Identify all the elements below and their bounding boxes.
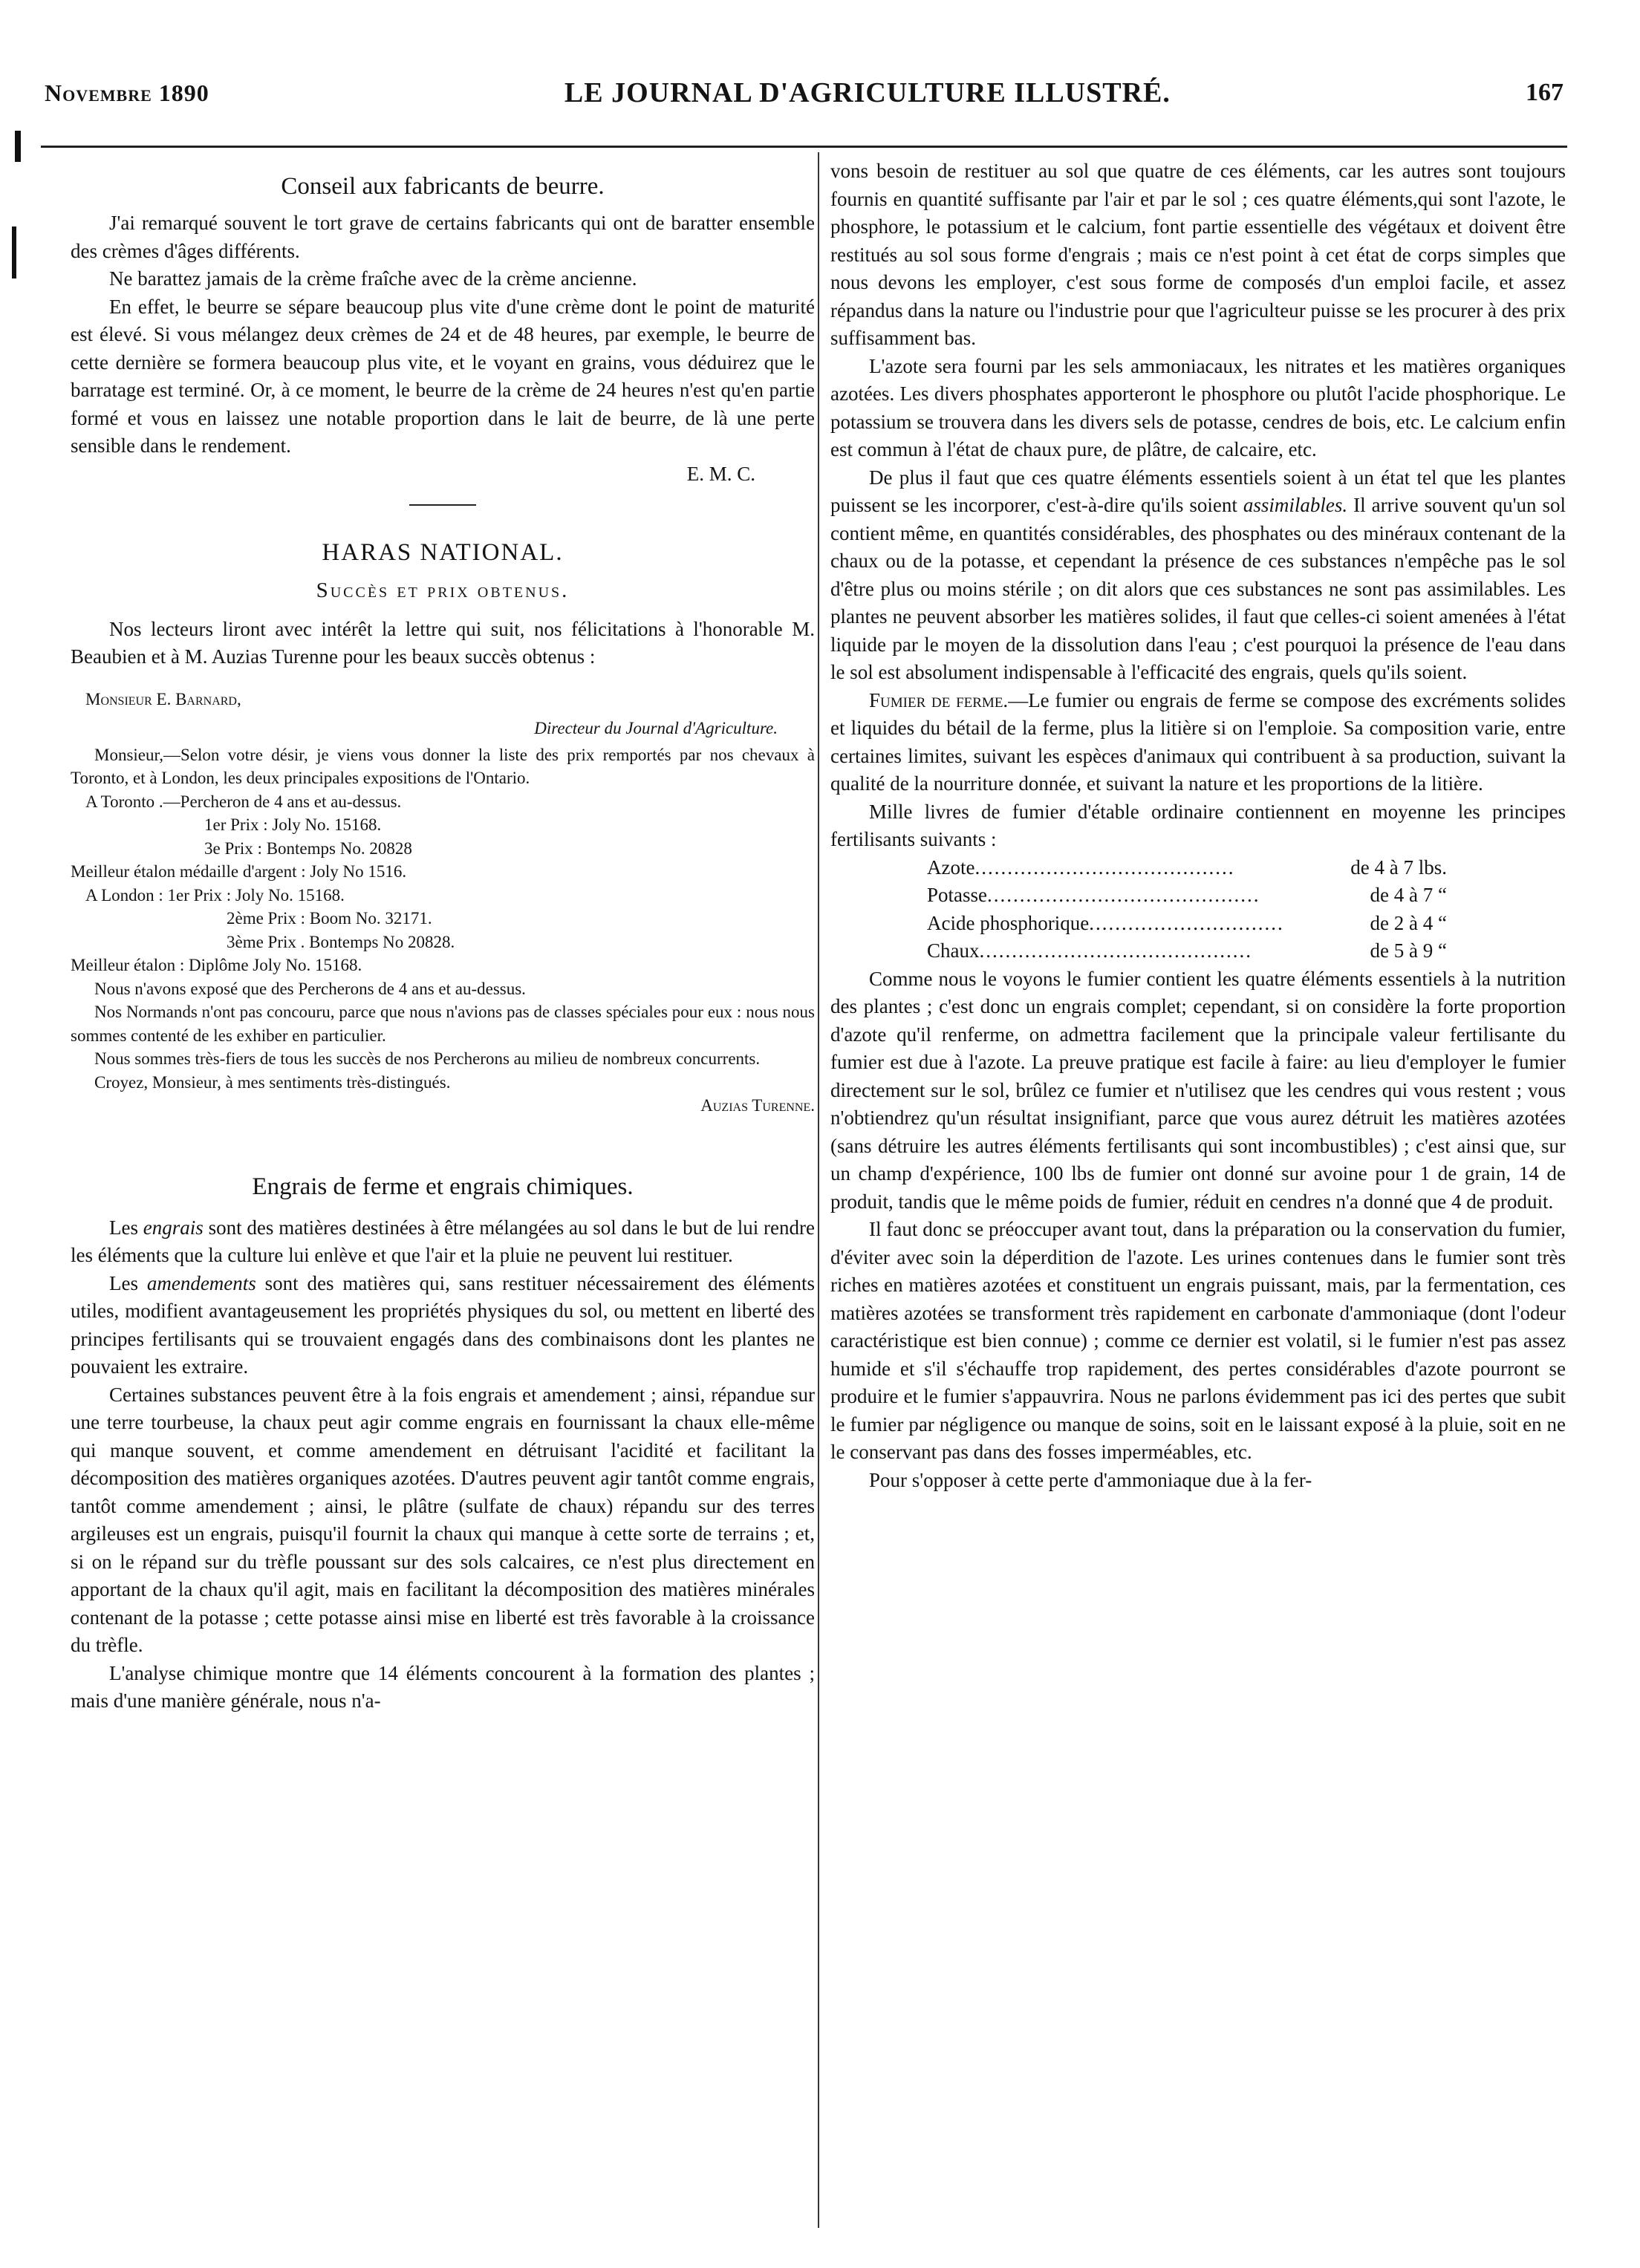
letter-greeting: Croyez, Monsieur, à mes sentiments très-distingués. (94, 1072, 451, 1092)
composition-row: Chaux .......................................... de 5 à 9 “ (927, 939, 1447, 962)
column-divider (818, 152, 819, 2228)
composition-row: Potasse .......................................... de 4 à 7 “ (927, 884, 1447, 906)
paragraph: De plus il faut que ces quatre éléments essentiels soient à un état tel que les plantes puissent se les incorporer, c'est-à-dire qu'ils soient assimilables. Il arrive souvent qu'un sol contient même, en quantités considérables, des phosphates ou des minéraux contenant de la chaux ou de la potasse, et cependant la présence de ces substances n'empêche pas le sol d'être plus ou moins stérile ; on dit alors que ces substances ne sont pas assimilables. Les plantes ne peuvent absorber les matières solides, il faut que celles-ci soient amenées à l'état liquide par le moyen de la dissolution dans l'eau ; c'est pourquoi la présence de l'eau dans le sol est absolument indispensable à l'efficacité des engrais, quels qu'ils soient. (830, 466, 1566, 683)
paragraph: Nos lecteurs liront avec intérêt la lettre qui suit, nos félicitations à l'honorable M. Beaubien et à M. Auzias Turenne pour les beaux succès obtenus : (71, 617, 815, 668)
letter-paragraph: Nos Normands n'ont pas concouru, parce que nous n'avions pas de classes spéciales pour eux : nous nous sommes contenté de les exhiber en particulier. (71, 1003, 815, 1045)
scan-mark (15, 131, 21, 162)
article-title-butter: Conseil aux fabricants de beurre. (281, 173, 605, 200)
result-line: Meilleur étalon médaille d'argent : Joly No 1516. (71, 862, 407, 881)
paragraph: Il faut donc se préoccuper avant tout, dans la préparation ou la conservation du fumier, d'éviter avec soin la déperdition de l'azote. Les urines contenues dans le fumier sont très riches en matières azotées et constituent un engrais puissant, mais, par la fermentation, ces matières azotées se transforment très rapidement en carbonate d'ammoniaque (dont l'odeur caractéristique est bien connue) ; comme ce dernier est volatil, si le fumier n'est pas assez humide et s'il s'échauffe trop rapidement, des pertes considérables d'azote pourront se produire et le fumier s'appauvrira. Nous ne parlons évidemment pas ici des pertes que subit le fumier par négligence ou manque de soins, soit en le laissant exposé à la pluie, soit en ne le conservant pas dans des fosses imperméables, etc. (830, 1218, 1566, 1463)
page-number: 167 (1526, 79, 1563, 106)
paragraph: Les amendements sont des matières qui, sans restituer nécessairement des éléments utiles, modifient avantageusement les propriétés physiques du sol, ou mettent en liberté des principes fertilisants qui se trouvaient engagés dans des combinaisons dont les plantes ne pouvaient les extraire. (71, 1271, 815, 1378)
letter-signature: Auzias Turenne. (700, 1096, 815, 1115)
paragraph: J'ai remarqué souvent le tort grave de certains fabricants qui ont de baratter ensemble des crèmes d'âges différents. (71, 212, 815, 262)
letter-paragraph: Nous n'avons exposé que des Percherons de 4 ans et au-dessus. (94, 979, 526, 998)
journal-title: LE JOURNAL D'AGRICULTURE ILLUSTRÉ. (564, 77, 1171, 108)
result-line: 2ème Prix : Boom No. 32171. (227, 909, 432, 928)
left-column (71, 157, 815, 1715)
article-signature: E. M. C. (686, 462, 755, 485)
paragraph: Certaines substances peuvent être à la fois engrais et amendement ; ainsi, répandue sur une terre tourbeuse, la chaux peut agir comme engrais en fournissant la chaux elle-même qui manque souvent, et comme amendement en détruisant l'acidité et facilitant la décomposition des matières organiques azotées. D'autres peuvent agir tantôt comme engrais, tantôt comme amendement ; ainsi, le plâtre (sulfate de chaux) répandu sur des terres argileuses est un engrais, puisqu'il fournit la chaux qui manque à cette sorte de terrains ; et, si on le répand sur du trèfle poussant sur des sols calcaires, ce n'est plus directement en apportant de la chaux qu'il agit, mais en facilitant la décomposition des matières minérales contenant de la potasse ; cette potasse ainsi mise en liberté est très favorable à la croissance du trèfle. (71, 1383, 815, 1656)
article-title-engrais: Engrais de ferme et engrais chimiques. (252, 1173, 634, 1200)
letter-paragraph: Nous sommes très-fiers de tous les succès de nos Percherons au milieu de nombreux concurrents. (94, 1049, 761, 1068)
paragraph: En effet, le beurre se sépare beaucoup plus vite d'une crème dont le point de maturité est élevé. Si vous mélangez deux crèmes de 24 et de 48 heures, par exemple, le beurre de cette dernière se formera beaucoup plus vite, et le voyant en grains, vous déduirez que le barratage est terminé. Or, à ce moment, le beurre de la crème de 24 heures n'est qu'en partie formé et vous en laissez une notable proportion dans le lait de beurre, de là une perte sensible dans le rendement. (71, 295, 815, 457)
result-line: A London : 1er Prix : Joly No. 15168. (85, 885, 345, 905)
scan-mark (12, 227, 16, 278)
paragraph: vons besoin de restituer au sol que quatre de ces éléments, car les autres sont toujours fournis en quantité suffisante par l'air et par le sol ; ces quatre éléments,qui sont l'azote, le phosphore, le potassium et le calcium, font partie essentielle des végétaux et doivent être restitués au sol sous forme d'engrais ; mais ce n'est point à cet état de corps simples que nous devons les employer, c'est sous forme de composés d'un emploi facile, et assez répandus dans la nature ou l'industrie pour que l'agriculteur puisse se les procurer à des prix suffisamment bas. (830, 160, 1566, 349)
letter (71, 688, 815, 1118)
article-title-haras: HARAS NATIONAL. (322, 539, 564, 566)
paragraph: Les engrais sont des matières destinées à être mélangées au sol dans le but de lui rendre les éléments que la culture lui enlève et que l'air et la pluie ne peuvent lui restituer. (71, 1216, 816, 1266)
result-line: 3e Prix : Bontemps No. 20828 (204, 838, 412, 858)
paragraph: Fumier de ferme.—Le fumier ou engrais de ferme se compose des excréments solides et liquides du bétail de la ferme, plus la litière si on l'emploie. Sa composition varie, entre certaines limites, suivant les espèces d'animaux qui contribuent à sa production, suivant la qualité de la nourriture donnée, et suivant la nature et les proportions de la litière. (830, 688, 1566, 795)
paragraph: Mille livres de fumier d'étable ordinaire contiennent en moyenne les principes fertilisants suivants : (830, 800, 1566, 850)
result-line: 3ème Prix . Bontemps No 20828. (227, 932, 455, 951)
letter-director: Directeur du Journal d'Agriculture. (534, 719, 778, 737)
composition-table (830, 854, 1566, 965)
section-label: Fumier de ferme. (869, 688, 1009, 711)
page-header (45, 67, 1563, 119)
result-line: 1er Prix : Joly No. 15168. (204, 815, 382, 834)
composition-row: Acide phosphorique .............................. de 2 à 4 “ (927, 911, 1447, 934)
paragraph: Ne barattez jamais de la crème fraîche avec de la crème ancienne. (109, 267, 637, 290)
right-column (830, 157, 1566, 1494)
letter-paragraph: Monsieur,—Selon votre désir, je viens vous donner la liste des prix remportés par nos chevaux à Toronto, et à London, les deux principales expositions de l'Ontario. (71, 745, 815, 787)
header-rule (41, 146, 1567, 148)
section-divider (409, 504, 476, 506)
result-line: A Toronto .—Percheron de 4 ans et au-dessus. (85, 792, 402, 811)
article-subtitle: Succès et prix obtenus. (316, 579, 570, 602)
paragraph: Pour s'opposer à cette perte d'ammoniaque due à la fer- (869, 1468, 1312, 1491)
composition-row: Azote ........................................ de 4 à 7 lbs. (927, 856, 1447, 879)
issue-date: Novembre 1890 (45, 79, 209, 106)
result-line: Meilleur étalon : Diplôme Joly No. 15168. (71, 956, 362, 974)
paragraph: L'azote sera fourni par les sels ammoniacaux, les nitrates et les matières organiques azotées. Les divers phosphates apporteront le phosphore ou plutôt l'acide phosphorique. Le potassium se trouvera dans les divers sels de potasse, cendres de bois, etc. Le calcium enfin est commun à l'état de chaux pure, de plâtre, de calcaire, etc. (830, 354, 1566, 460)
letter-address: Monsieur E. Barnard, (85, 689, 241, 708)
paragraph: L'analyse chimique montre que 14 éléments concourent à la formation des plantes ; mais d'une manière générale, nous n'a- (71, 1661, 815, 1712)
paragraph: Comme nous le voyons le fumier contient les quatre éléments essentiels à la nutrition des plantes ; c'est donc un engrais complet; cependant, si on considère la forte proportion d'azote qu'il renferme, on admettra facilement que la principale valeur fertilisante du fumier est due à l'azote. La preuve pratique est facile à faire: au lieu d'employer le fumier directement sur le sol, brûlez ce fumier et n'utilisez que les cendres qui vous restent ; vous n'obtiendrez qu'un résultat insignifiant, parce que vous aurez détruit les matières azotées (sans détruire les autres éléments fertilisants qui sont incombustibles) ; c'est ainsi que, sur un champ d'expérience, 100 lbs de fumier ont donné sur avoine pour 1 de grain, 14 de produit, tandis que le même poids de fumier, réduit en cendres n'a donné que 4 de produit. (830, 967, 1566, 1213)
